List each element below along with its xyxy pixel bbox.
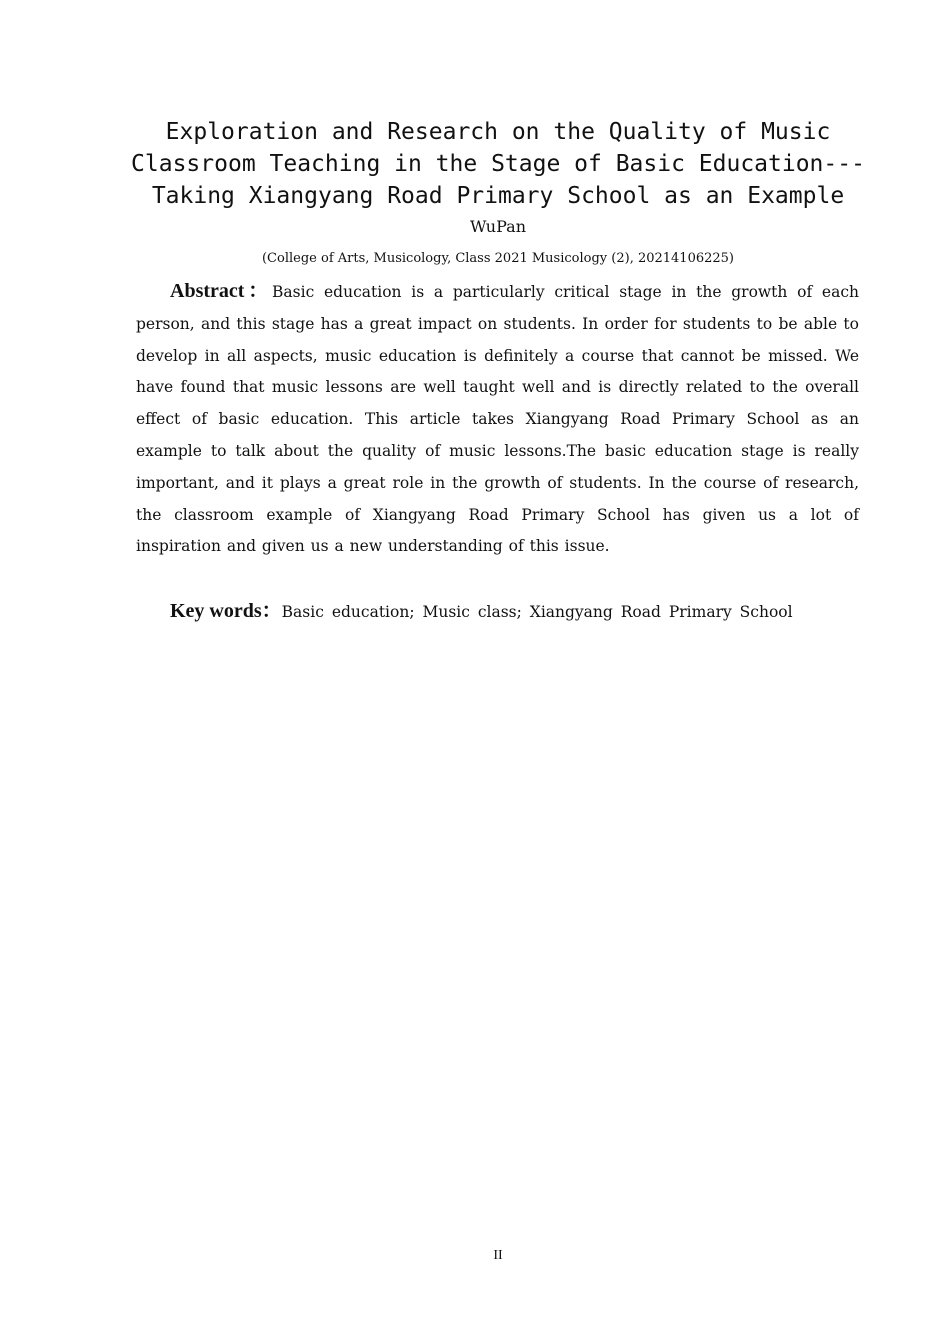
- keywords-text: Basic education; Music class; Xiangyang Road Primary School: [281, 603, 793, 621]
- abstract-text: Basic education is a particularly critical stage in the growth of each person, and this stage has a great impact on students. In order for students to be able to develop in all aspects, music education is definitely a course that cannot be missed. We have found that music lessons are well taught well and is directly related to the overall effect of basic education. This article takes Xiangyang Road Primary School as an example to talk about the quality of music lessons.The basic education stage is really important, and it plays a great role in the growth of students. In the course of research, the classroom example of Xiangyang Road Primary School has given us a lot of inspiration and given us a new understanding of this issue.: [136, 283, 859, 556]
- paper-title: Exploration and Research on the Quality of Music Classroom Teaching in the Stage of Basic Education---Taking Xiangyang Road Primary School as an Example: [131, 119, 865, 209]
- abstract-paragraph: [136, 276, 859, 563]
- abstract-label: Abstract：: [170, 280, 273, 302]
- author-name: WuPan: [470, 217, 526, 236]
- keywords-label: Key words：: [170, 600, 282, 622]
- page-number: II: [493, 1248, 503, 1263]
- author-affiliation: (College of Arts, Musicology, Class 2021 Musicology (2), 20214106225): [261, 251, 735, 266]
- keywords-line: [170, 596, 870, 627]
